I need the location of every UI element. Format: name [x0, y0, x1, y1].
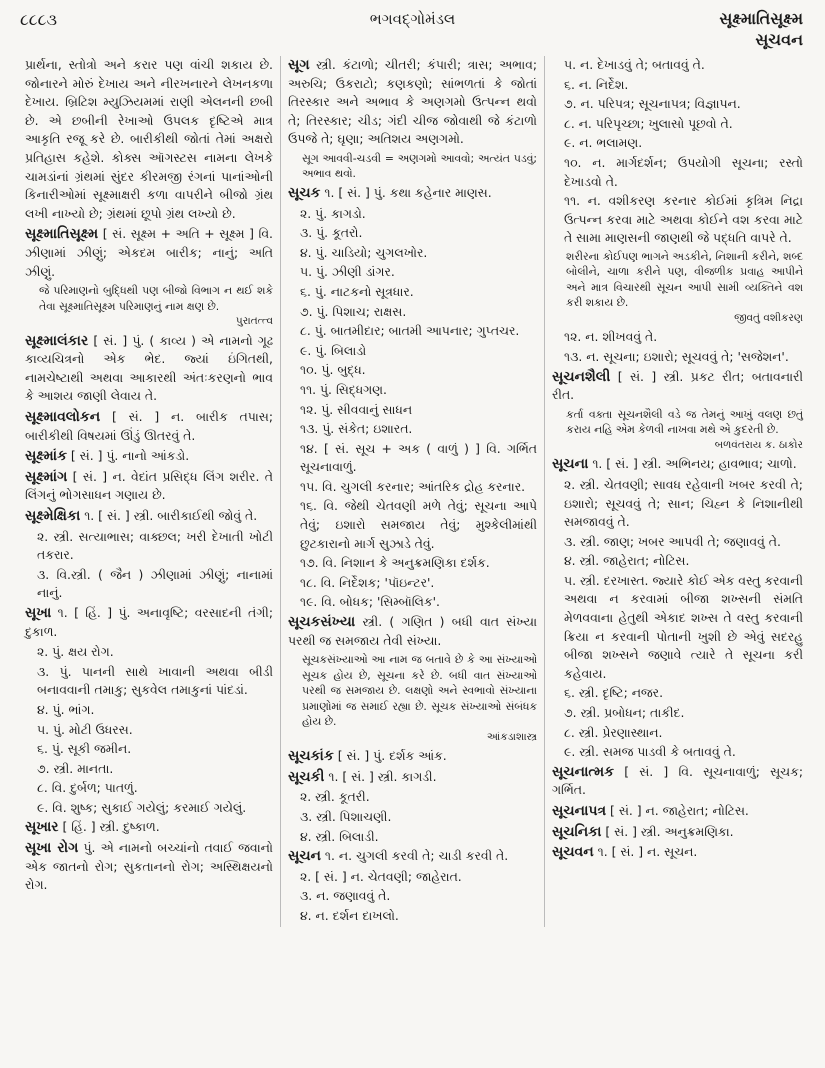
usage-quote	[566, 407, 803, 454]
dictionary-entry	[25, 468, 273, 505]
quote-source: બળવંતરાય ક. ઠાકોર	[714, 438, 803, 451]
sense-item: ૫. સ્ત્રી. દરખાસ્ત. જ્યારે કોઈ એક વસ્તુ કરવાની અથવા ન કરવામાં બીજા શખ્સની સંમતિ મેળવવાના હેતુથી એકાદ શખ્સ તે વસ્તુ કરવાની ક્રિયા ન કરવાની પોતાની ખુશી છે એવું સદરહુ બીજા શખ્સને જણાવે ત્યારે તે સૂચના કરી કહેવાય.	[564, 572, 803, 681]
sense-item: ૭. પું. પિશાચ; રાક્ષસ.	[300, 303, 407, 319]
sense-item: ૭. સ્ત્રી. પ્રબોધન; તાકીદ.	[564, 705, 685, 721]
definition: સ્ત્રી. કંટાળો; ચીતરી; કંપારી; ત્રાસ; અભાવ; અરુચિ; ઉકરાટો; કણકણો; સાંભળતાં કે જોતાં તિરસ્કાર અને અભાવ કે અણગમો ઉત્પન્ન થવો તે; તિરસ્કાર; ચીડ; ગંદી ચીજ જોવાથી જે કંટાળો ઉપજે તે; ઘૃણા; અતિશય અણગમો.	[288, 57, 537, 147]
headword: સૂચવન	[552, 844, 594, 861]
dictionary-entry	[288, 847, 537, 866]
sense-item: ૯. ન. ભલામણ.	[564, 135, 643, 151]
quote-source: પુરાતત્ત્વ	[235, 315, 273, 328]
sense-item: ૧૩. ન. સૂચના; ઇશારો; સૂચવવું તે; 'સજેશન'.	[564, 349, 789, 365]
quote-text: સૂગ આવવી-ચડવી = અણગમો આવવો; અત્યંત પડવું; અભાવ થવો.	[302, 151, 537, 181]
quote-text: સૂચકસંખ્યાઓ આ નામ જ બતાવે છે કે આ સંખ્યાઓ સૂચક હોય છે, સૂચના કરે છે. બધી વાત સંખ્યાઓ પરથી જ સમજાય છે. લક્ષણો અને સ્વભાવો સંખ્યાના પ્રમાણોમાં જ સમાઈ રહ્યા છે. સૂચક સંખ્યાઓ સંબંધક હોય છે.	[302, 653, 537, 729]
definition: ૧. [ સં. ] ન. સૂચન.	[593, 844, 698, 860]
definition: ૧. [ સં. ] પું. કથા કહેનાર માણસ.	[320, 184, 492, 200]
sense-item: ૬. પું. નાટકનો સૂત્રધાર.	[300, 283, 414, 299]
sense-item: ૮. વિ. દુર્બળ; પાતળું.	[37, 780, 138, 796]
quote-text: જે પરિમાણનો બુદ્ધિથી પણ બીજો વિભાગ ન થઈ શકે તેવા સૂક્ષ્માતિસૂક્ષ્મ પરિમાણનું નામ ક્ષણ છે.	[39, 284, 273, 313]
sense-item: ૧૮. વિ. નિર્દેશક; 'પૉઇન્ટર'.	[300, 574, 435, 590]
headword: સૂક્ષ્માંક	[25, 448, 67, 465]
column-2	[280, 56, 544, 927]
dictionary-entry	[552, 455, 803, 474]
dictionary-entry	[25, 332, 273, 406]
definition: ૧. [ સં. ] સ્ત્રી. બારીકાઈથી જોવું તે.	[80, 507, 258, 523]
dictionary-entry	[25, 507, 273, 526]
sense-item: ૭. સ્ત્રી. માનતા.	[37, 760, 114, 776]
page-header	[0, 0, 825, 56]
dictionary-entry	[552, 823, 803, 842]
sense-item: ૩. પું. પાનની સાથે ખાવાની અથવા બીડી બનાવવાની તમાકુ; સુકવેલ તમાકુનાં પાંદડાં.	[37, 663, 273, 698]
sense-item: ૬. ન. નિર્દેશ.	[564, 76, 629, 92]
usage-quote	[302, 652, 537, 745]
dictionary-entry	[25, 818, 273, 837]
headword: સૂચન	[288, 848, 321, 865]
headword: સૂક્ષ્માંગ	[25, 468, 68, 485]
sense-item: ૩. ન. જણાવવું તે.	[300, 888, 391, 904]
headword: સૂચનાત્મક	[552, 763, 615, 780]
dictionary-entry	[552, 368, 803, 405]
continued-text: પ્રાર્થના, સ્તોત્રો અને કરાર પણ વાંચી શકાય છે. જોનારને મોરું દેખાય અને નીરખનારને લેખનકળા દેખાય. બ્રિટિશ મ્યુઝિયમમાં રાણી એલનની છબી છે. એ છબીની રેખાઓ ઉપલક દૃષ્ટિએ માત્ર આકૃતિ રજૂ કરે છે. બારીકીથી જોતાં તેમાં અક્ષરો પ્રતિહાસ કહેશે. કોક્સ ઑગસ્ટસ નામના લેખકે ચામડાંનાં ગ્રંથમાં સુંદર કીરમજી રંગનાં પાનાંઓની કિનારીઓમાં સૂક્ષ્માક્ષરી કળા વાપરીને બીજો ગ્રંથ લખી નાખ્યો છે; ગ્રંથમાં છૂપો ગ્રંથ લખ્યો છે.	[25, 57, 273, 221]
dictionary-entry	[552, 802, 803, 821]
sense-item: ૮. સ્ત્રી. પ્રેરણાસ્થાન.	[564, 724, 663, 740]
column-3	[544, 56, 810, 927]
headword: સૂચનાપત્ર	[552, 803, 607, 819]
headword: સૂચકી	[288, 768, 325, 785]
quote-source: જીવતું વશીકરણ	[734, 311, 803, 324]
usage-quote	[566, 249, 803, 327]
dictionary-entry	[288, 613, 537, 650]
sense-item: ૧૨. ન. શીખવવું તે.	[564, 329, 658, 345]
sense-item: ૧૧. ન. વશીકરણ કરનાર કોઈમાં કૃત્રિમ નિદ્રા ઉત્પન્ન કરવા માટે અથવા કોઈને વશ કરવા માટે તે સામા માણસની જાણથી જે પદ્ધતિ વાપરે તે.	[564, 193, 803, 246]
dictionary-entry	[25, 447, 273, 466]
headword: સૂચકાંક	[288, 748, 334, 765]
headword: સૂક્ષ્માલંકાર	[25, 332, 89, 349]
headword: સૂચનિકા	[552, 823, 602, 840]
headword: સૂચકસંખ્યા	[288, 614, 356, 631]
sense-item: ૩. સ્ત્રી. પિશાચણી.	[300, 809, 392, 824]
dictionary-entry	[288, 56, 537, 149]
headword: સૂચનશૈલી	[552, 368, 611, 385]
column-1	[18, 56, 280, 927]
definition: [ સં. ] પું. ( કાવ્ય ) એ નામનો ગૂઢ કાવ્યચિત્રનો એક ભેદ. જ્યાં ઇંગિતથી, નામચેષ્ટાથી અથવા આકારથી અંતઃકરણનો ભાવ કે આશય જાણી લેવાય તે.	[25, 332, 273, 404]
quote-text: શરીરના કોઈપણ ભાગને અડકીને, નિશાની કરીને, શબ્દ બોલીને, ચાળા કરીને પણ, વીજળીક પ્રવાહ આપીને અને માત્ર વિચારથી સૂચન આપી સામી વ્યક્તિને વશ કરી શકાય છે.	[566, 249, 803, 310]
definition: સ્ત્રી. ( ગણિત ) બધી વાત સંખ્યા પરથી જ સમજાય તેવી સંખ્યા.	[288, 614, 537, 648]
headword: સૂખાર	[25, 819, 59, 836]
sense-item: ૧૦. ન. માર્ગદર્શન; ઉપયોગી સૂચના; રસ્તો દેખાડવો તે.	[564, 154, 803, 189]
definition: ૧. [ સં. ] સ્ત્રી. અભિનય; હાવભાવ; ચાળો.	[588, 456, 797, 472]
page-number: ૮૮૮૩	[20, 10, 58, 29]
sense-item: ૧૯. વિ. બોધક; 'સિમ્બૉલિક'.	[300, 594, 441, 610]
dictionary-entry	[288, 768, 537, 787]
quote-text: કર્તા વક્તા સૂચનશૈલી વડે જ તેમનું આખું વલણ છતું કરાય નહિ એમ કેળવી નાખવા મથે એ કુદરતી છે.	[566, 407, 803, 437]
dictionary-entry	[288, 747, 537, 766]
definition: [ સં. ] ન. વેદાંત પ્રસિદ્ધ લિંગ શરીર. તે લિંગનું ભોગસાધન ગણાય છે.	[25, 468, 273, 503]
sense-item: ૯. વિ. શુષ્ક; સુકાઈ ગયેલું; કરમાઈ ગયેલું.	[37, 799, 247, 815]
sense-item: ૩. પું. કૂતરો.	[300, 225, 363, 241]
definition: ૧. [ સં. ] સ્ત્રી. કાગડી.	[324, 768, 437, 784]
sense-item: ૯. સ્ત્રી. સમજ પાડવી કે બતાવવું તે.	[564, 744, 736, 760]
sense-item: ૧૬. વિ. જેથી ચેતવણી મળે તેવું; સૂચના આપે તેવું; ઇશારો સમજાય તેવું; મુશ્કેલીમાંથી છુટકારાનો માર્ગ સુઝાડે તેવું.	[300, 498, 537, 551]
dictionary-entry	[552, 763, 803, 800]
sense-item: ૪. સ્ત્રી. જાહેરાત; નોટિસ.	[564, 553, 690, 569]
definition: [ સં. ] પું. નાનો આંકડો.	[66, 448, 190, 464]
dictionary-entry	[25, 604, 273, 641]
sense-item: ૯. પું. બિલાડો	[300, 342, 367, 358]
definition: [ સં. ] ન. બારીક તપાસ; બારીકીથી વિષયમાં ઊંડું ઊતરવું તે.	[25, 409, 273, 443]
definition: [ સં. ] પું. દર્શક આંક.	[333, 748, 447, 764]
sense-item: ૧૪. [ સં. સૂચ + અક ( વાળું ) ] વિ. ગર્ભિત સૂચનાવાળું.	[300, 440, 537, 475]
definition: [ સં. ] વિ. સૂચનાવાળું; સૂચક; ગર્ભિત.	[552, 763, 803, 798]
sense-item: ૨. સ્ત્રી. ચેતવણી; સાવધ રહેવાની ખબર કરવી તે; ઇશારો; સૂચવવું તે; સાન; ચિહ્ન કે નિશાનીથી સમજાવવું તે.	[564, 476, 803, 530]
dictionary-columns	[18, 56, 810, 927]
headword: સૂખા રોગ	[25, 840, 79, 857]
definition: [ સં. સૂક્ષ્મ + અતિ + સૂક્ષ્મ ] વિ. ઝીણામાં ઝીણું; એકદમ બારીક; નાનું; અતિ ઝીણું.	[25, 226, 273, 279]
headword: સૂચના	[552, 456, 589, 473]
sense-item: ૨. સ્ત્રી. સત્યાભાસ; વાક્છલ; ખરી દેખાતી ખોટી તકરાર.	[37, 528, 273, 563]
dictionary-entry	[25, 839, 273, 895]
usage-quote	[302, 151, 537, 182]
sense-item: ૧૧. પું. સિદ્ધગણ.	[300, 381, 387, 397]
sense-item: ૪. પું. ચાડિયો; ચુગલખોર.	[300, 244, 428, 260]
quote-source: આંકડાશાસ્ત્ર	[486, 730, 537, 743]
sense-item: ૨. સ્ત્રી. કૂતરી.	[300, 789, 370, 805]
guide-word-last: સૂચવન	[755, 30, 803, 49]
guide-word-first: સૂક્ષ્માતિસૂક્ષ્મ	[719, 9, 803, 28]
sense-item: ૪. ન. દર્શન દાખલો.	[300, 907, 399, 923]
definition: પું. એ નામનો બચ્ચાંનો તવાઈ જવાનો એક જાતનો રોગ; સુકતાનનો રોગ; અસ્થિક્ષયનો રોગ.	[25, 840, 273, 893]
sense-item: ૨. [ સં. ] ન. ચેતવણી; જાહેરાત.	[300, 868, 462, 884]
sense-item: ૪. પું. ભાંગ.	[37, 701, 95, 717]
sense-item: ૨. પું. કાગડો.	[300, 205, 366, 221]
definition: ૧. ન. ચુગલી કરવી તે; ચાડી કરવી તે.	[320, 848, 509, 864]
headword: સૂક્ષ્માવલોકન	[25, 409, 101, 425]
definition: [ સં. ] ન. જાહેરાત; નોટિસ.	[606, 803, 749, 818]
headword: સૂગ	[288, 57, 310, 73]
sense-item: ૩. વિ.સ્ત્રી. ( જૈન ) ઝીણામાં ઝીણું; નાનામાં નાનું.	[37, 566, 273, 601]
headword: સૂક્ષ્મેક્ષિકા	[25, 507, 81, 524]
sense-item: ૧૩. પું. સંકેત; ઇશારત.	[300, 421, 413, 437]
definition: [ હિં. ] સ્ત્રી. દુષ્કાળ.	[58, 819, 160, 835]
sense-item: ૧૨. પું. સીવવાનું સાધન	[300, 401, 413, 417]
usage-quote	[39, 283, 273, 330]
sense-item: ૮. પું. બાતમીદાર; બાતમી આપનાર; ગુપ્તચર.	[300, 323, 520, 339]
sense-item: ૬. સ્ત્રી. દૃષ્ટિ; નજર.	[564, 685, 664, 701]
sense-item: ૩. સ્ત્રી. જાણ; ખબર આપવી તે; જણાવવું તે.	[564, 533, 781, 549]
dictionary-entry	[552, 843, 803, 862]
definition: [ સં. ] સ્ત્રી. અનુક્રમણિકા.	[601, 823, 734, 839]
headword: સૂચક	[288, 184, 321, 201]
sense-item: ૨. પું. ક્ષય રોગ.	[37, 644, 114, 660]
sense-item: ૧૦. પું. બુદ્ધ.	[300, 362, 366, 378]
guide-words	[719, 8, 803, 50]
sense-item: ૫. ન. દેખાડવું તે; બતાવવું તે.	[564, 57, 705, 72]
sense-item: ૫. પું. મોટી ઉધરસ.	[37, 721, 133, 737]
dictionary-entry	[25, 408, 273, 445]
definition: [ સં. ] સ્ત્રી. પ્રકટ રીત; બતાવનારી રીત.	[552, 368, 803, 403]
sense-item: ૬. પું. સૂકી જમીન.	[37, 741, 132, 757]
headword: સૂખા	[25, 604, 52, 621]
dictionary-entry	[25, 225, 273, 281]
sense-item: ૧૫. વિ. ચુગલી કરનાર; આંતરિક દ્રોહ કરનાર.	[300, 478, 526, 494]
sense-item: ૫. પું. ઝીણી ડાંગર.	[300, 264, 395, 280]
sense-item: ૭. ન. પરિપત્ર; સૂચનાપત્ર; વિજ્ઞાપન.	[564, 96, 741, 112]
sense-item: ૪. સ્ત્રી. બિલાડી.	[300, 828, 379, 844]
dictionary-entry	[288, 184, 537, 203]
definition: ૧. [ હિં. ] પું. અનાવૃષ્ટિ; વરસાદની તંગી; દુકાળ.	[25, 604, 273, 639]
headword: સૂક્ષ્માતિસૂક્ષ્મ	[25, 226, 99, 243]
sense-item: ૮. ન. પરિપૃચ્છા; ખુલાસો પૂછવો તે.	[564, 115, 733, 131]
sense-item: ૧૭. વિ. નિશાન કે અનુક્રમણિકા દર્શક.	[300, 555, 490, 571]
book-title: ભગવદ્ગોમંડલ	[369, 10, 456, 28]
